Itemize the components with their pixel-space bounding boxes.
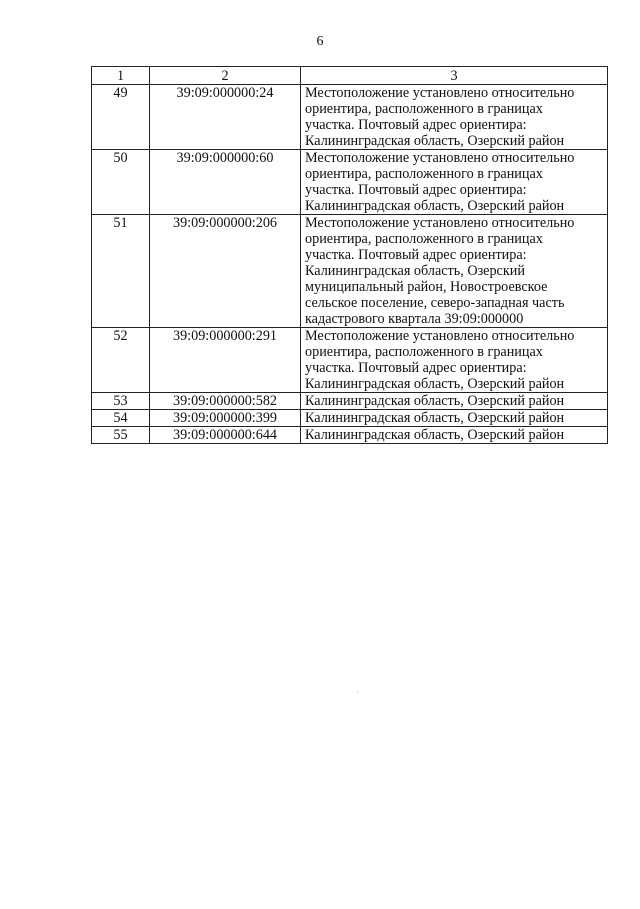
location-description: Калининградская область, Озерский район	[301, 410, 608, 427]
cadastral-number: 39:09:000000:582	[150, 393, 301, 410]
column-header-3: 3	[301, 67, 608, 85]
row-number: 52	[92, 328, 150, 393]
table-row	[92, 215, 608, 328]
table-row	[92, 328, 608, 393]
cadastral-number: 39:09:000000:24	[150, 85, 301, 150]
row-number: 49	[92, 85, 150, 150]
row-number: 55	[92, 427, 150, 444]
column-header-2: 2	[150, 67, 301, 85]
table-header-row	[92, 67, 608, 85]
column-header-1: 1	[92, 67, 150, 85]
location-description: Местоположение установлено относительно ориентира, расположенного в границах участка. Почтовый адрес ориентира: Калининградская область, Озерский муниципальный район, Новостроевское сельское поселение, северо-западная часть кадастрового квартала 39:09:000000	[301, 215, 608, 328]
location-description: Местоположение установлено относительно ориентира, расположенного в границах участка. Почтовый адрес ориентира: Калининградская область, Озерский район	[301, 150, 608, 215]
page-number: 6	[316, 34, 324, 49]
row-number: 54	[92, 410, 150, 427]
location-description: Местоположение установлено относительно ориентира, расположенного в границах участка. Почтовый адрес ориентира: Калининградская область, Озерский район	[301, 85, 608, 150]
location-description: Местоположение установлено относительно ориентира, расположенного в границах участка. Почтовый адрес ориентира: Калининградская область, Озерский район	[301, 328, 608, 393]
cadastral-number: 39:09:000000:291	[150, 328, 301, 393]
cadastral-number: 39:09:000000:206	[150, 215, 301, 328]
land-plot-table	[91, 66, 608, 444]
table-row	[92, 410, 608, 427]
table-row	[92, 393, 608, 410]
cadastral-number: 39:09:000000:399	[150, 410, 301, 427]
row-number: 50	[92, 150, 150, 215]
cadastral-number: 39:09:000000:644	[150, 427, 301, 444]
table-row	[92, 85, 608, 150]
row-number: 53	[92, 393, 150, 410]
table-row	[92, 150, 608, 215]
location-description: Калининградская область, Озерский район	[301, 393, 608, 410]
cadastral-number: 39:09:000000:60	[150, 150, 301, 215]
table-row	[92, 427, 608, 444]
scan-speck	[357, 692, 358, 693]
row-number: 51	[92, 215, 150, 328]
location-description: Калининградская область, Озерский район	[301, 427, 608, 444]
